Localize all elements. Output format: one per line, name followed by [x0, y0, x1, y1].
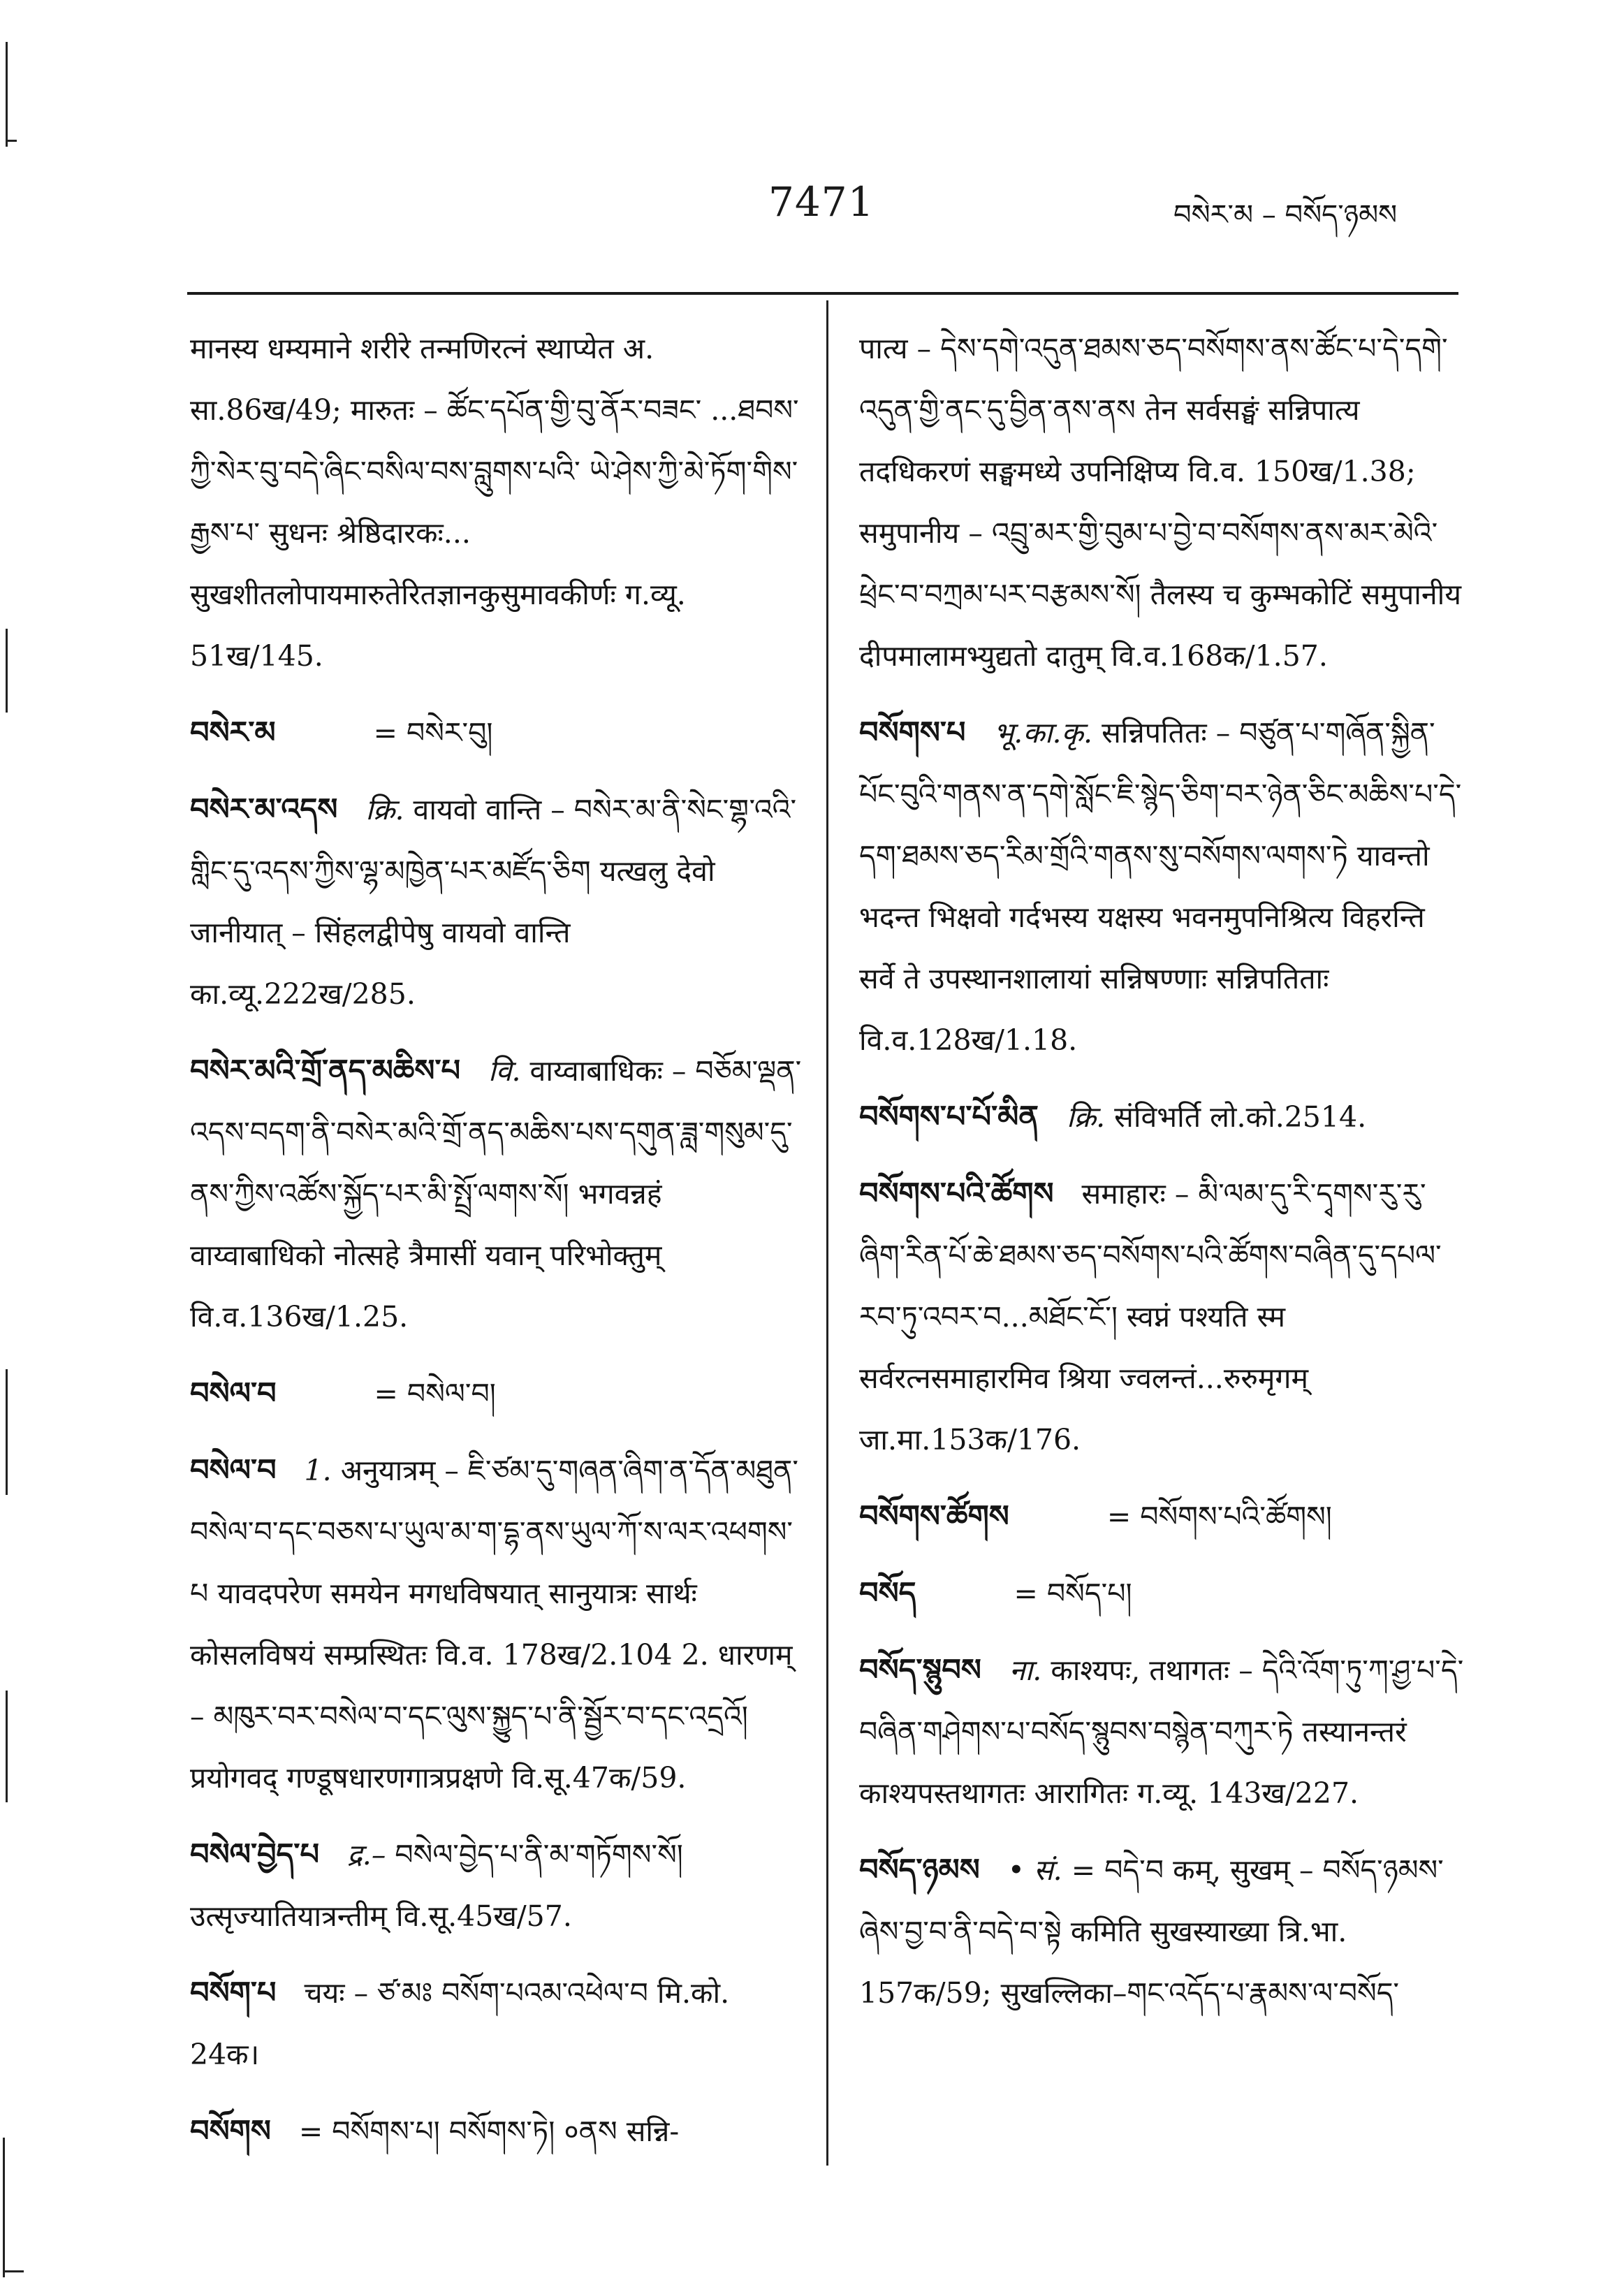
headword: བསེར་མ་འདས — [190, 792, 338, 827]
entry-text: चयः – ཙ་མཿ བསོག་པའམ་འཕེལ་བ मि.को. 24क। — [190, 1976, 730, 2071]
headword: བསེལ་བ — [190, 1376, 277, 1411]
entry — [190, 702, 805, 764]
grammar-label: ना. — [1009, 1654, 1042, 1687]
entry-text: अनुयात्रम् – ཇི་ཙམ་དུ་གཞན་ཞིག་ན་དོན་མཐུན་བསེལ་བ་དང་བཅས་པ་ཡུལ་མ་ག་དྷ་ནས་ཡུལ་ཀོ་ས་ལར་འཕགས་པ यावदपरेण समयेन मगधविषयात् सानुयात्रः सार्थः कोसलविषयं सम्प्रस्थितः वि.व. 178ख/2.104 2. धारणम् – མཁུར་བར་བསེལ་བ་དང་ལུས་སྐྱུད་པ་ནི་སྦྱོར་བ་དང་འདྲའོ། प्रयोगवद् गण्डूषधारणगात्रप्रक्षणे वि.सू.47क/59. — [190, 1454, 798, 1795]
grammar-label: • सं. — [1007, 1853, 1062, 1887]
headword: བསེལ་བ — [190, 1453, 277, 1488]
headword: བསོད་སྙུབས — [859, 1653, 981, 1688]
headword: བསེར་མ — [190, 715, 276, 750]
grammar-label: क्रि. — [1066, 1100, 1106, 1134]
running-headwords: བསེར་མ – བསོད་ཉམས — [1173, 199, 1398, 231]
entry-text: मानस्य धम्यमाने शरीरे तन्मणिरत्नं स्थाप्येत अ. सा.86ख/49; मारुतः – ཚོང་དཔོན་གྱི་བུ་ནོར་བཟང་ ...ཐབས་ཀྱི་སེར་བུ་བདེ་ཞིང་བསིལ་བས་བླུགས་པའི་ ཡེ་ཤེས་ཀྱི་མེ་ཏོག་གིས་རྒྱས་པ་ सुधनः श्रेष्ठिदारकः... सुखशीतलोपायमारुतेरितज्ञानकुसुमावकीर्णः ग.व्यू. 51ख/145. — [190, 332, 799, 673]
entry — [190, 1040, 805, 1348]
entry — [859, 1839, 1467, 2024]
entry-text: = བསོགས་པ། བསོགས་ཏེ། ०ནས सन्नि- — [298, 2115, 680, 2148]
entry-text: वाय्वाबाधिकः – བཅོམ་ལྡན་འདས་བདག་ནི་བསེར་མའི་གྲོ་ནད་མཆིས་པས་དགུན་ཟླ་གསུམ་དུ་ནས་ཀྱིས་འཚོས་སྐྱོད་པར་མི་སྤྲོ་ལགས་སོ། भगवन्नहं वाय्वाबाधिको नोत्सहे त्रैमासीं यवान् परिभोक्तुम् वि.व.136ख/1.25. — [190, 1054, 802, 1334]
entry — [859, 1486, 1467, 1547]
headword: བསོགས་པའི་ཚོགས — [859, 1176, 1054, 1211]
entry — [859, 1640, 1467, 1824]
grammar-label: वि. — [488, 1054, 521, 1088]
entry-text: समाहारः – མི་ལམ་དུ་རི་དྭགས་རུ་རུ་ཞིག་རིན་པོ་ཆེ་ཐམས་ཅད་བསོགས་པའི་ཚོགས་བཞིན་དུ་དཔལ་རབ་ཏུ་འབར་བ...མཐོང་ངོ་། स्वप्नं पश्यति स्म सर्वरत्नसमाहारमिव श्रिया ज्वलन्तं...रुरुमृगम् जा.मा.153क/176. — [859, 1177, 1442, 1457]
entry-text: = བདེ་བ कम्, सुखम् – བསོད་ཉམས་ཞེས་བྱ་བ་ནི་བདེ་བ་སྟེ कमिति सुखस्याख्या त्रि.भा. 157क/59; सुखल्लिका–གང་འདོད་པ་རྣམས་ལ་བསོད་ — [859, 1853, 1444, 2010]
entry — [190, 1363, 805, 1424]
headword: བསོགས་པ་པོ་མིན — [859, 1100, 1039, 1134]
entry — [190, 779, 805, 1025]
headword: བསོག་པ — [190, 1976, 277, 2010]
margin-marks — [0, 0, 42, 2292]
entry-text: = བསེར་བུ། — [373, 716, 493, 750]
headword: བསོགས — [190, 2114, 271, 2149]
right-column — [859, 318, 1467, 2039]
entry — [190, 318, 805, 687]
entry — [859, 1086, 1467, 1148]
entry — [859, 318, 1467, 687]
grammar-label: भू.का.कृ. — [993, 716, 1093, 750]
entry-text: पात्य – དེས་དགེ་འདུན་ཐམས་ཅད་བསོགས་ནས་ཚོང་པ་དེ་དགེ་འདུན་གྱི་ནང་དུ་བྱིན་ནས་ནས तेन सर्वसङ्घं सन्निपात्य तदधिकरणं सङ्घमध्ये उपनिक्षिप्य वि.व. 150ख/1.38; समुपानीय – འབྲུ་མར་གྱི་བུམ་པ་བྱེ་བ་བསོགས་ནས་མར་མེའི་ཕྲེང་བ་བཀྲམ་པར་བརྩམས་སོ། तैलस्य च कुम्भकोटिं समुपानीय दीपमालामभ्युद्यतो दातुम् वि.व.168क/1.57. — [859, 332, 1462, 673]
headword: བསེར་མའི་གྲོ་ནད་མཆིས་པ — [190, 1053, 461, 1088]
page-number: 7471 — [768, 178, 875, 226]
headword: བསེལ་བྱེད་པ — [190, 1837, 320, 1872]
headword: བསོགས་པ — [859, 715, 966, 750]
entry — [190, 1962, 805, 2085]
grammar-label: द्र.– — [347, 1838, 386, 1871]
column-divider — [826, 300, 828, 2166]
entry-text: = བསོད་པ། — [1014, 1577, 1132, 1610]
entry-text: वायवो वान्ति – བསེར་མ་ནི་སེང་གྷ་འའི་གླིང་དུ་འདས་ཀྱིས་ལྷ་མཁྱེན་པར་མཛོད་ཅིག यत्खलु देवो जानीयात् – सिंहलद्वीपेषु वायवो वान्ति का.व्यू.222ख/285. — [190, 793, 797, 1011]
entry-text: काश्यपः, तथागतः – དེའི་འོག་ཏུ་ཀ་ཤྱ་པ་དེ་བཞིན་གཤེགས་པ་བསོད་སྙུབས་བསྙེན་བཀུར་ཏེ तस्यानन्तरं काश्यपस्तथागतः आरागितः ग.व्यू. 143ख/227. — [859, 1654, 1464, 1810]
headword: བསོད་ཉམས — [859, 1853, 980, 1888]
entry-text: संविभर्ति लो.को.2514. — [1114, 1100, 1367, 1134]
headword: བསོད — [859, 1576, 916, 1611]
left-column — [190, 318, 805, 2177]
entry — [859, 1163, 1467, 1470]
entry-text: सन्निपतितः – བཙུན་པ་གཞོན་སྐྱིན་པོང་བུའི་གནས་ན་དགེ་སློང་ཇི་སྙེད་ཅིག་བར་ཉེན་ཅིང་མཆིས་པ་དེ་དག་ཐམས་ཅད་རིམ་གྲོའི་གནས་སུ་བསོགས་ལགས་ཏེ यावन्तो भदन्त भिक्षवो गर्दभस्य यक्षस्य भवनमुपनिश्रित्य विहरन्ति सर्वे ते उपस्थानशालायां सन्निषण्णाः सन्निपतिताः वि.व.128ख/1.18. — [859, 716, 1462, 1057]
entry-text: = བསེལ་བ། — [374, 1377, 496, 1410]
grammar-label: 1. — [304, 1454, 332, 1487]
header-rule — [187, 292, 1458, 295]
entry — [190, 2101, 805, 2162]
grammar-label: क्रि. — [365, 793, 404, 826]
entry — [859, 702, 1467, 1071]
entry — [859, 1563, 1467, 1624]
entry — [190, 1824, 805, 1947]
headword: བསོགས་ཚོགས — [859, 1499, 1009, 1534]
entry — [190, 1440, 805, 1809]
entry-text: བསེལ་བྱེད་པ་ནི་མ་གཏོགས་སོ། उत्सृज्यातियात्रन्तीम् वि.सू.45ख/57. — [190, 1838, 683, 1933]
entry-text: = བསོགས་པའི་ཚོགས། — [1106, 1500, 1332, 1533]
